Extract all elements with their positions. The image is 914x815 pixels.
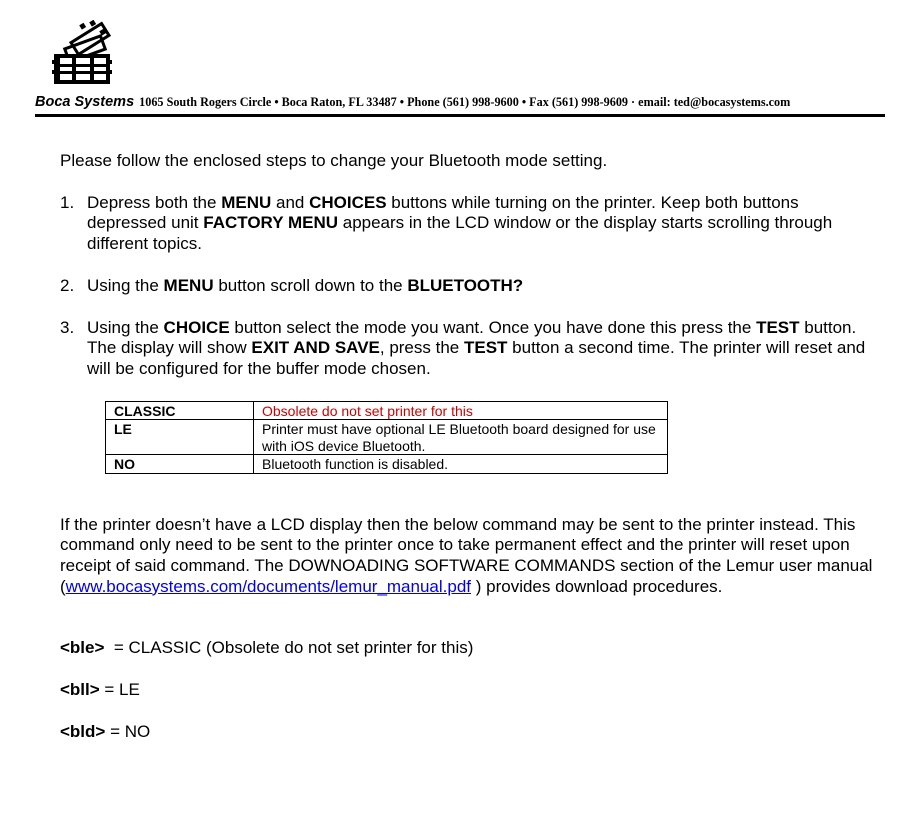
steps-list bbox=[60, 193, 880, 380]
command-paragraph bbox=[60, 515, 880, 598]
step-number: 1. bbox=[60, 192, 75, 212]
bluetooth-modes-table bbox=[105, 401, 668, 474]
choices-button-label: CHOICES bbox=[309, 192, 387, 212]
step-item bbox=[60, 193, 880, 255]
company-logo bbox=[50, 20, 112, 88]
command-list bbox=[60, 638, 880, 742]
step-item bbox=[60, 276, 880, 297]
command-code: <ble> bbox=[60, 638, 105, 658]
step-text: , press the bbox=[379, 338, 464, 358]
mode-description-cell: Bluetooth function is disabled. bbox=[254, 455, 668, 474]
step-text: Depress both the bbox=[87, 192, 222, 212]
step-item bbox=[60, 318, 880, 380]
step-text: appears in the LCD window or the display starts scrolling through different topics. bbox=[87, 213, 833, 254]
step-text: button a second time. The printer will reset and will be configured for the buffer mode chosen. bbox=[87, 338, 866, 378]
table-row bbox=[106, 455, 668, 474]
table-row bbox=[106, 401, 668, 420]
mode-cell: NO bbox=[106, 455, 254, 474]
company-name: Boca Systems bbox=[35, 94, 135, 110]
command-item bbox=[60, 722, 880, 743]
exit-and-save-label: EXIT AND SAVE bbox=[251, 338, 380, 358]
test-button-label: TEST bbox=[463, 338, 508, 358]
step-text: button scroll down to the bbox=[213, 275, 408, 295]
mode-description-cell: Printer must have optional LE Bluetooth board designed for use with iOS device Bluetooth. bbox=[254, 420, 668, 455]
boca-ticket-logo-icon bbox=[50, 20, 112, 88]
step-text: Using the bbox=[87, 275, 164, 295]
intro-text: Please follow the enclosed steps to change your Bluetooth mode setting. bbox=[60, 151, 608, 170]
mode-cell: CLASSIC bbox=[106, 401, 254, 420]
command-code: <bld> bbox=[60, 721, 106, 741]
header-divider bbox=[35, 114, 885, 117]
table-row bbox=[106, 420, 668, 455]
document-body bbox=[60, 151, 880, 764]
choice-button-label: CHOICE bbox=[163, 317, 230, 337]
mode-description-cell: Obsolete do not set printer for this bbox=[254, 401, 668, 420]
factory-menu-label: FACTORY MENU bbox=[203, 213, 339, 233]
command-item bbox=[60, 680, 880, 701]
command-item bbox=[60, 638, 880, 659]
menu-button-label: MENU bbox=[163, 275, 214, 295]
lemur-manual-link[interactable]: www.bocasystems.com/documents/lemur_manual.pdf bbox=[65, 576, 472, 596]
command-code: <bll> bbox=[60, 680, 100, 700]
letterhead bbox=[35, 94, 790, 110]
step-text: button select the mode you want. Once you have done this press the bbox=[229, 317, 757, 337]
step-text: and bbox=[271, 192, 310, 212]
paragraph-text: If the printer doesn’t have a LCD display then the below command may be sent to the printer instead. This command only need to be sent to the printer once to take permanent effect and the printer will reset upon receipt of said command. The DOWNOADING SOFTWARE COMMANDS section of the Lemur user manual ( bbox=[60, 514, 873, 596]
test-button-label: TEST bbox=[756, 317, 800, 337]
command-value: = CLASSIC (Obsolete do not set printer for this) bbox=[104, 638, 474, 658]
step-text: button. The display will show bbox=[87, 317, 857, 358]
step-number: 2. bbox=[60, 275, 75, 295]
step-text: buttons while turning on the printer. Keep both buttons depressed unit bbox=[87, 192, 799, 233]
command-value: = NO bbox=[105, 721, 151, 741]
menu-button-label: MENU bbox=[221, 192, 272, 212]
mode-cell: LE bbox=[106, 420, 254, 455]
bluetooth-setting-label: BLUETOOTH? bbox=[407, 275, 524, 295]
command-value: = LE bbox=[99, 680, 140, 700]
step-number: 3. bbox=[60, 317, 75, 337]
company-address: 1065 South Rogers Circle • Boca Raton, FL 33487 • Phone (561) 998-9600 • Fax (561) 998-9609 · email: ted@bocasystems.com bbox=[139, 95, 791, 109]
step-text: Using the bbox=[87, 317, 164, 337]
paragraph-text: ) provides download procedures. bbox=[471, 576, 723, 596]
